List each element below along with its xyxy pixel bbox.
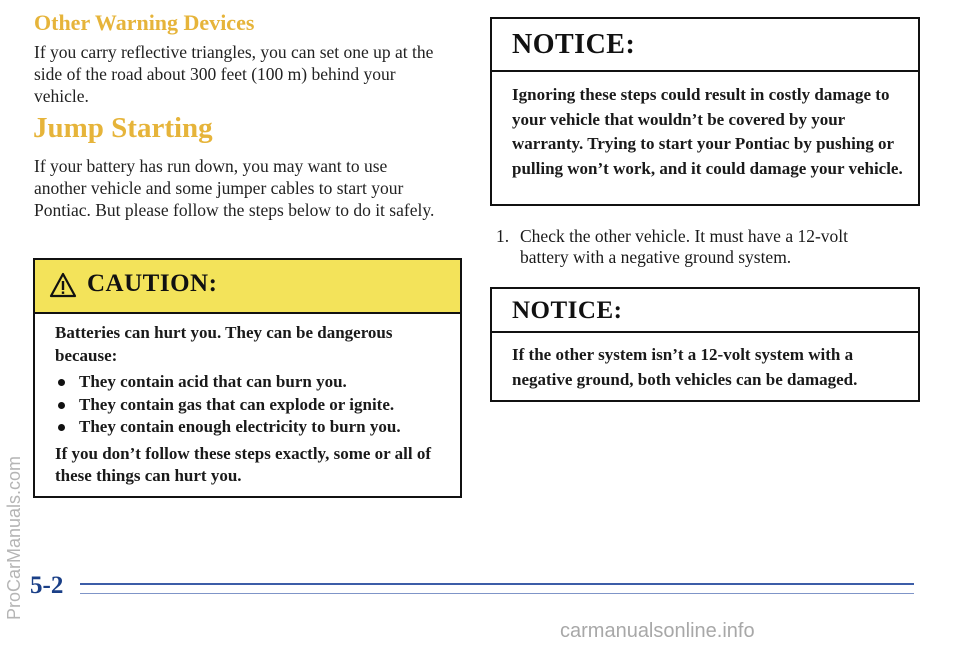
- caution-bullet-list: [55, 371, 450, 439]
- caution-bullet: They contain gas that can explode or ignite.: [55, 394, 450, 417]
- page-number: 5-2: [30, 572, 64, 599]
- notice-title: NOTICE:: [512, 297, 623, 324]
- watermark-text: ProCarManuals.com: [4, 455, 24, 620]
- step-number: 1.: [496, 226, 510, 246]
- caution-title: CAUTION:: [87, 270, 218, 297]
- caution-body: [55, 322, 450, 488]
- notice-header: [492, 289, 918, 333]
- section-title-other-warning-devices: Other Warning Devices: [34, 10, 255, 35]
- jump-starting-paragraph: If your battery has run down, you may want to use another vehicle and some jumper cables to start your Pontiac. But please follow the steps below to do it safely.: [34, 156, 435, 220]
- caution-box: [33, 258, 462, 498]
- watermark: [4, 220, 26, 620]
- step-text: Check the other vehicle. It must have a 12-volt battery with a negative ground system.: [520, 226, 849, 267]
- notice-box-damage: [490, 17, 920, 206]
- notice-body: If the other system isn’t a 12-volt system with a negative ground, both vehicles can be damaged.: [512, 345, 858, 389]
- notice-header: [492, 19, 918, 72]
- footer-url: carmanualsonline.info: [560, 620, 755, 642]
- footer-rule-thin: [80, 593, 914, 594]
- warning-triangle-icon: [49, 272, 77, 298]
- caution-header: [35, 260, 460, 314]
- step-1: [496, 226, 896, 268]
- caution-bullet: They contain enough electricity to burn you.: [55, 416, 450, 439]
- footer-rule: [80, 583, 914, 585]
- caution-bullet: They contain acid that can burn you.: [55, 371, 450, 394]
- notice-box-ground: [490, 287, 920, 402]
- caution-closing: If you don’t follow these steps exactly, some or all of these things can hurt you.: [55, 443, 432, 485]
- caution-intro: Batteries can hurt you. They can be dangerous because:: [55, 323, 393, 365]
- other-warning-paragraph: If you carry reflective triangles, you can set one up at the side of the road about 300 feet (100 m) behind your vehicle.: [34, 42, 434, 106]
- notice-body: Ignoring these steps could result in costly damage to your vehicle that wouldn’t be covered by your warranty. Trying to start your Pontiac by pushing or pulling won’t work, and it could damage your vehicle.: [512, 85, 903, 178]
- section-title-jump-starting: Jump Starting: [33, 112, 213, 144]
- notice-title: NOTICE:: [512, 29, 636, 60]
